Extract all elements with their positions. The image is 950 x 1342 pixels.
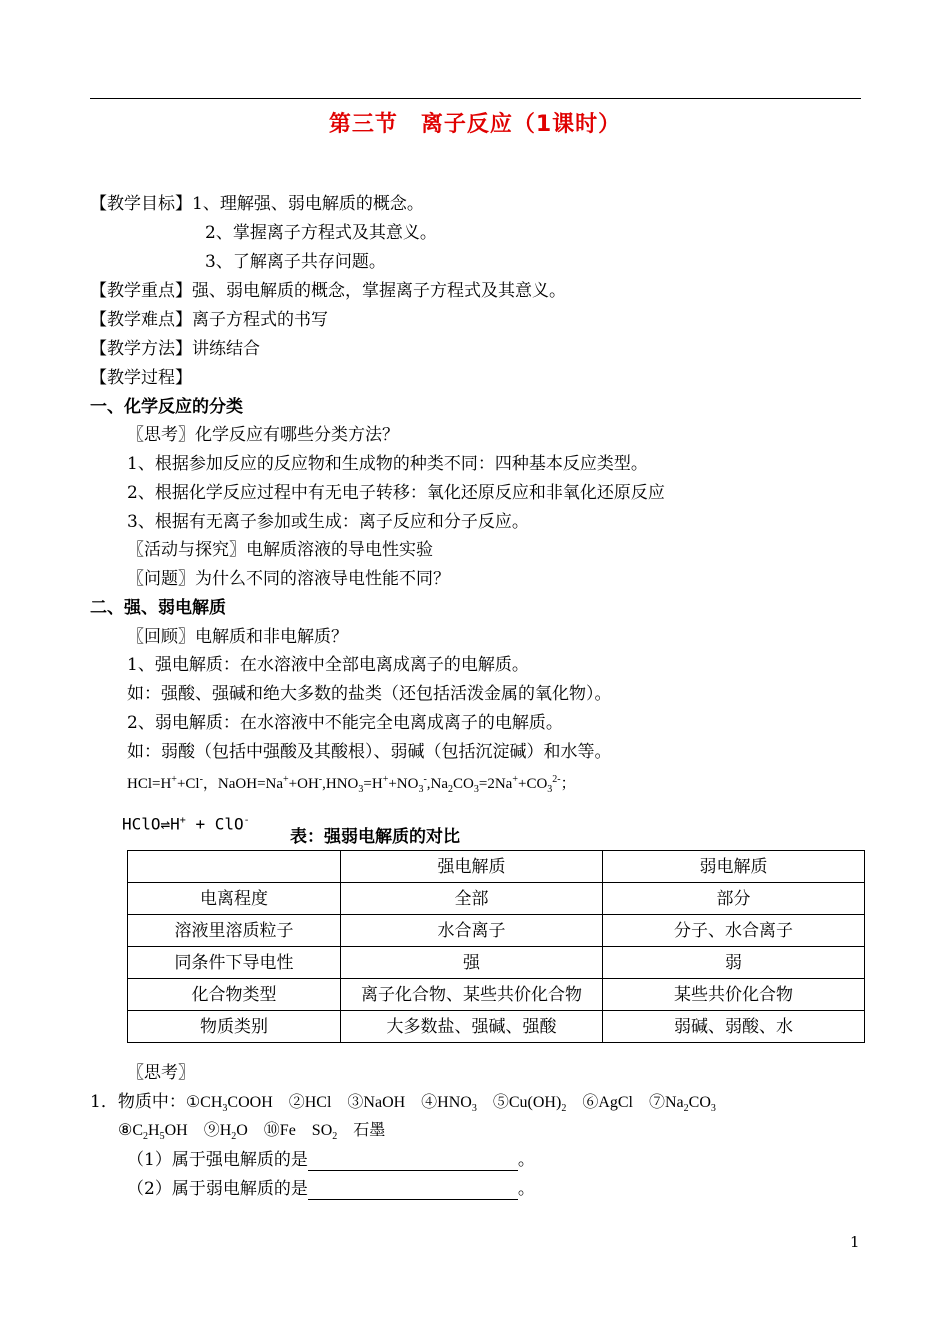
objective-item-2: 2、掌握离子方程式及其意义。 (205, 223, 437, 243)
table-row (128, 915, 865, 947)
ionization-equations: HCl=H++Cl-，$NaOH=Na^++OH^-,HNO_3=H^++NO_3^-,Na_2CO_3=2Na^++CO_3^{2-}$； (127, 774, 576, 795)
section2-line-1: 〖回顾〗电解质和非电解质？ (127, 627, 348, 647)
table-cell: 某些共价化合物 (603, 979, 865, 1011)
exercise-q2-end: 。 (517, 1179, 535, 1199)
section2-line-4: 2、弱电解质：在水溶液中不能完全电离成离子的电解质。 (127, 713, 563, 733)
answer-blank-2[interactable] (308, 1181, 518, 1200)
table-cell: 物质类别 (128, 1011, 341, 1043)
objective-item-3: 3、了解离子共存问题。 (205, 252, 386, 272)
page-number: 1 (850, 1233, 860, 1251)
exercise-q2 (127, 1178, 535, 1200)
section1-heading: 一、化学反应的分类 (90, 397, 243, 417)
section2-line-2: 1、强电解质：在水溶液中全部电离成离子的电解质。 (127, 655, 529, 675)
header-rule (90, 98, 861, 99)
table-cell: 同条件下导电性 (128, 947, 341, 979)
table-cell: 全部 (341, 883, 603, 915)
table-row (128, 947, 865, 979)
table-cell: 水合离子 (341, 915, 603, 947)
objective-item-1: 1、理解强、弱电解质的概念。 (192, 194, 424, 214)
key-points: 【教学重点】强、弱电解质的概念，掌握离子方程式及其意义。 (90, 281, 566, 301)
section1-line-1: 〖思考〗化学反应有哪些分类方法？ (127, 425, 399, 445)
section1-line-2: 1、根据参加反应的反应物和生成物的种类不同：四种基本反应类型。 (127, 454, 648, 474)
objectives-row (90, 193, 424, 215)
header-cell-weak: 弱电解质 (603, 851, 865, 883)
section2-line-3: 如：强酸、强碱和绝大多数的盐类（还包括活泼金属的氧化物）。 (127, 684, 612, 704)
exercise-prefix: 1．物质中： (90, 1092, 186, 1112)
difficulty: 【教学难点】离子方程式的书写 (90, 310, 328, 330)
table-cell: 大多数盐、强碱、强酸 (341, 1011, 603, 1043)
exercise-q1 (127, 1149, 535, 1171)
table-cell: 化合物类型 (128, 979, 341, 1011)
table-cell: 电离程度 (128, 883, 341, 915)
section2-line-5: 如：弱酸（包括中强酸及其酸根）、弱碱（包括沉淀碱）和水等。 (127, 742, 612, 762)
section2-heading: 二、强、弱电解质 (90, 598, 226, 618)
answer-blank-1[interactable] (308, 1152, 518, 1171)
table-cell: 弱碱、弱酸、水 (603, 1011, 865, 1043)
table-cell: 溶液里溶质粒子 (128, 915, 341, 947)
section1-line-4: 3、根据有无离子参加或生成：离子反应和分子反应。 (127, 512, 529, 532)
process-label: 【教学过程】 (90, 368, 192, 388)
header-cell-strong: 强电解质 (341, 851, 603, 883)
hclo-equilibrium: HClO⇌H+ + ClO- (122, 814, 250, 834)
header-cell-empty (128, 851, 341, 883)
page-title: 第三节 离子反应（1课时） (328, 112, 622, 137)
table-cell: 分子、水合离子 (603, 915, 865, 947)
exercise-q1-label: （1）属于强电解质的是 (127, 1150, 308, 1170)
table-cell: 离子化合物、某些共价化合物 (341, 979, 603, 1011)
exercise-q2-label: （2）属于弱电解质的是 (127, 1179, 308, 1199)
method: 【教学方法】讲练结合 (90, 339, 260, 359)
exercise-q1-end: 。 (517, 1150, 535, 1170)
objectives-label: 【教学目标】 (90, 194, 192, 214)
section1-line-3: 2、根据化学反应过程中有无电子转移：氧化还原反应和非氧化还原反应 (127, 483, 665, 503)
exercise-substances-line-1: 1．物质中：$①CH_3COOH$ ②HCl ③NaOH $④HNO_3$ $⑤Cu(OH)_2$ ⑥AgCl $⑦Na_2CO_3$ (90, 1092, 716, 1115)
exercise-substances-line-2: $⑧C_2H_5OH$ $⑨H_2O$ ⑩Fe $SO_2$ 石墨 (118, 1122, 386, 1143)
table-row (128, 883, 865, 915)
section1-line-5: 〖活动与探究〗电解质溶液的导电性实验 (127, 540, 433, 560)
table-cell: 部分 (603, 883, 865, 915)
think-label: 〖思考〗 (127, 1063, 195, 1083)
table-row (128, 1011, 865, 1043)
table-cell: 强 (341, 947, 603, 979)
table-caption: 表：强弱电解质的对比 (290, 827, 460, 847)
table-row (128, 979, 865, 1011)
table-header-row (128, 851, 865, 883)
comparison-table (127, 850, 865, 1043)
section1-line-6: 〖问题〗为什么不同的溶液导电性能不同？ (127, 569, 450, 589)
table-cell: 弱 (603, 947, 865, 979)
